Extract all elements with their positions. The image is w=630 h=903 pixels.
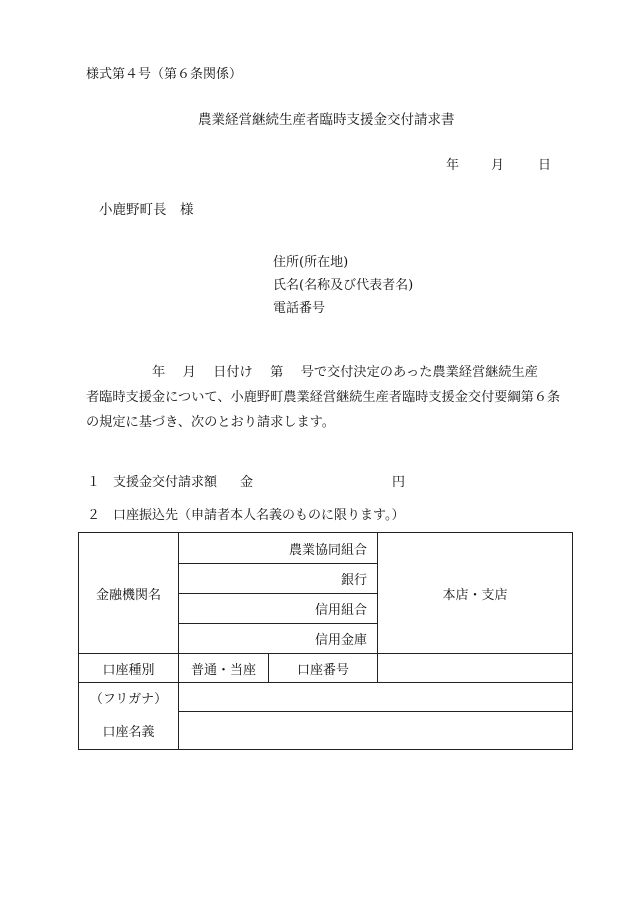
- account-number-field[interactable]: [378, 654, 573, 683]
- page-title: 農業経営継続生産者臨時支援金交付請求書: [198, 112, 455, 128]
- body-line: 年 月 日付け 第 号で交付決定のあった農業経営継続生産: [152, 365, 538, 380]
- institution-type-credit-union: 信用組合: [179, 594, 378, 624]
- form-number: 様式第４号（第６条関係）: [86, 67, 243, 82]
- table-row: [79, 712, 573, 750]
- furigana-field[interactable]: [179, 683, 573, 712]
- body-line: の規定に基づき、次のとおり請求します。: [86, 415, 335, 430]
- item1-currency-suffix: 円: [392, 475, 406, 490]
- institution-type-bank: 銀行: [179, 564, 378, 594]
- date-year: 年: [446, 158, 460, 173]
- furigana-label: （フリガナ）: [79, 683, 179, 712]
- date-day: 日: [538, 158, 552, 173]
- name-label: 氏名(名称及び代表者名): [273, 278, 414, 293]
- bank-account-table: [78, 532, 573, 750]
- account-name-label: 口座名義: [79, 712, 179, 750]
- date-month: 月: [491, 158, 505, 173]
- item1-currency-prefix: 金: [240, 475, 254, 490]
- institution-type-credit-bank: 信用金庫: [179, 624, 378, 654]
- institution-label: 金融機関名: [79, 533, 179, 654]
- address-label: 住所(所在地): [273, 255, 349, 270]
- table-row: [79, 654, 573, 683]
- branch-label: 本店・支店: [378, 533, 573, 654]
- body-line: 者臨時支援金について、小鹿野町農業経営継続生産者臨時支援金交付要綱第６条: [86, 390, 561, 405]
- institution-type-jakyo: 農業協同組合: [179, 533, 378, 564]
- account-name-field[interactable]: [179, 712, 573, 750]
- table-row: [79, 683, 573, 712]
- account-type-label: 口座種別: [79, 654, 179, 683]
- addressee: 小鹿野町長 様: [99, 202, 194, 218]
- table-row: [79, 533, 573, 564]
- account-number-label: 口座番号: [269, 654, 378, 683]
- item1-label: １ 支援金交付請求額: [87, 475, 218, 490]
- phone-label: 電話番号: [273, 301, 326, 316]
- request-body: [86, 360, 586, 435]
- item2-label: ２ 口座振込先（申請者本人名義のものに限ります。）: [87, 508, 405, 523]
- account-type-value: 普通・当座: [179, 654, 269, 683]
